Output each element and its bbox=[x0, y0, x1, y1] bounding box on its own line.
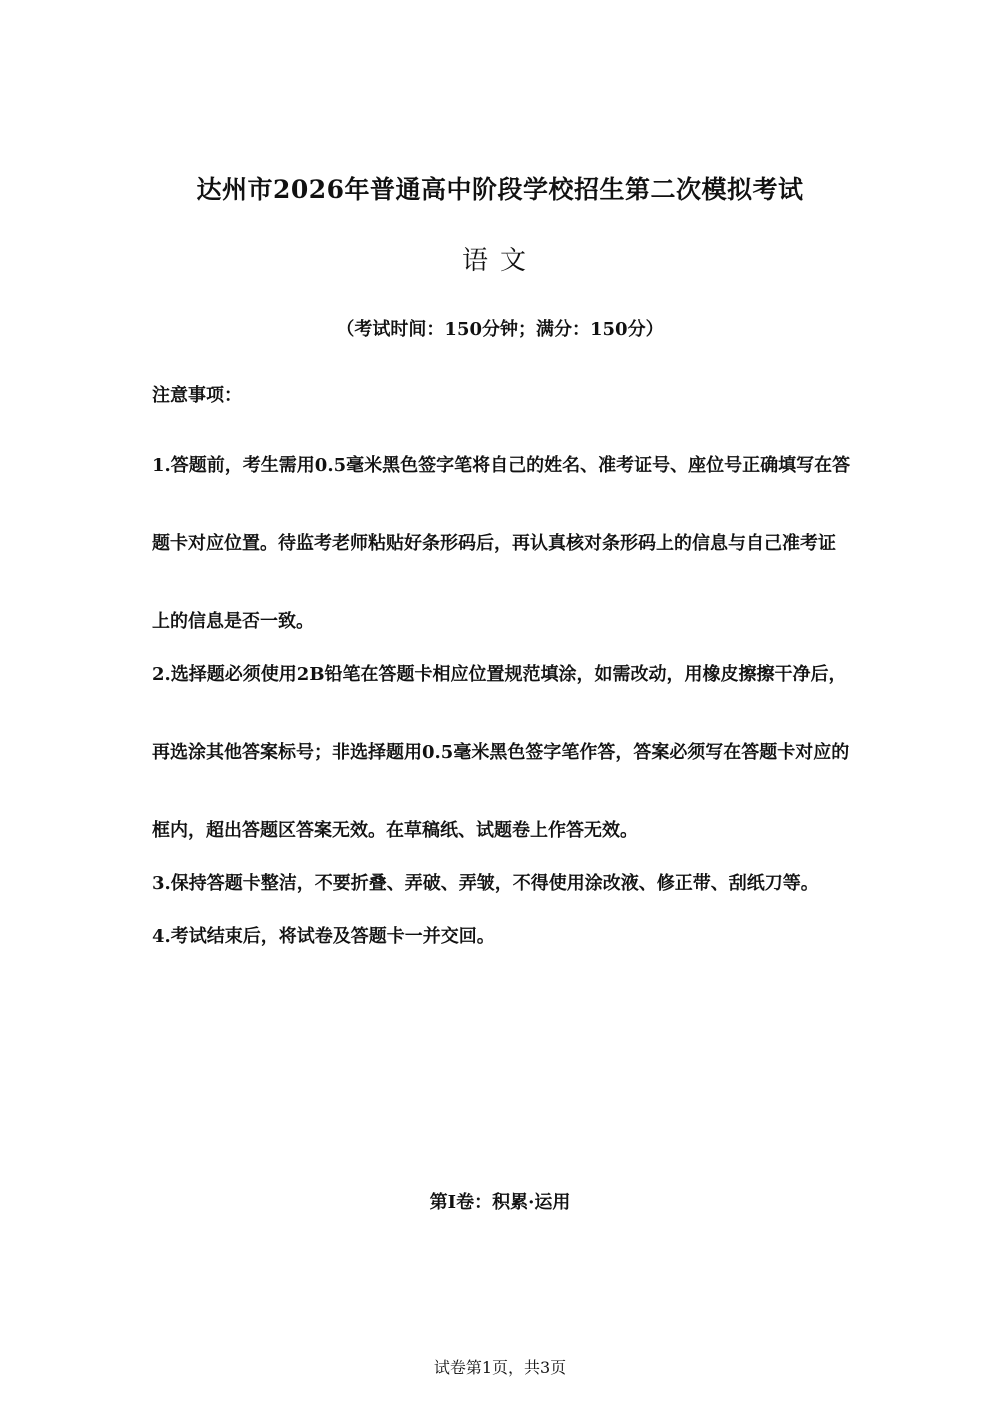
page-footer: 试卷第1页，共3页 bbox=[433, 1358, 567, 1377]
notes-heading: 注意事项： bbox=[152, 385, 242, 406]
note-item-1: 1.答题前，考生需用0.5毫米黑色签字笔将自己的姓名、准考证号、座位号正确填写在答题卡对应位置。待监考老师粘贴好条形码后，再认真核对条形码上的信息与自己准考证上的信息是否一致。 bbox=[152, 455, 851, 632]
exam-info: （考试时间：150分钟；满分：150分） bbox=[336, 319, 664, 340]
notes-section bbox=[152, 382, 852, 976]
subject-title: 语文 bbox=[461, 246, 538, 276]
note-item-3: 3.保持答题卡整洁，不要折叠、弄破、弄皱，不得使用涂改液、修正带、刮纸刀等。 bbox=[152, 873, 819, 894]
section-heading: 第I卷：积累·运用 bbox=[429, 1192, 571, 1213]
note-item-4: 4.考试结束后，将试卷及答题卡一并交回。 bbox=[152, 926, 495, 947]
exam-title: 达州市2026年普通高中阶段学校招生第二次模拟考试 bbox=[196, 175, 804, 204]
note-item-2: 2.选择题必须使用2B铅笔在答题卡相应位置规范填涂，如需改动，用橡皮擦擦干净后，再选涂其他答案标号；非选择题用0.5毫米黑色签字笔作答，答案必须写在答题卡对应的框内，超出答题区答案无效。在草稿纸、试题卷上作答无效。 bbox=[152, 664, 850, 841]
